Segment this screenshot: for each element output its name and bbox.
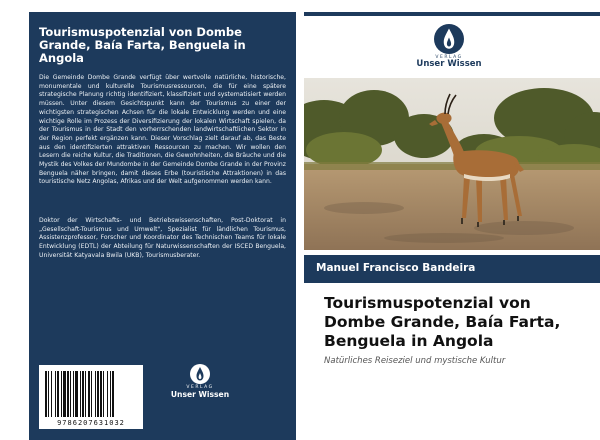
publisher-logo-front xyxy=(414,24,484,69)
barcode-number: 9786207631032 xyxy=(57,419,125,427)
publisher-name: Unser Wissen xyxy=(170,390,230,399)
author-bar xyxy=(304,255,600,283)
isbn-barcode xyxy=(39,365,143,429)
book-subtitle: Natürliches Reiseziel und mystische Kultur xyxy=(324,356,506,366)
flame-in-circle-icon xyxy=(434,24,464,54)
flame-in-circle-icon xyxy=(190,364,210,384)
front-cover-top-bar xyxy=(304,12,600,16)
publisher-verlag-label: VERLAG xyxy=(435,55,463,60)
author-biography: Doktor der Wirtschafts- und Betriebswissenschaften, Post-Doktorat in „Gesellschaft-Tourismus und Umwelt", Spezialist für ländlichen Tourismus, Assistenzprofessor, Forscher und Koordinator des Technischen Teams für lokale Entwicklung (EDTL) der Abteilung für Naturwissenschaften der ISCED Benguela, Universität Katyavala Bwila (UKB), Tourismusberater. xyxy=(39,217,286,259)
book-spine xyxy=(296,12,304,440)
antelope-photo xyxy=(304,78,600,250)
publisher-name: Unser Wissen xyxy=(416,59,482,69)
back-cover-title: Tourismuspotenzial von Dombe Grande, Baía Farta, Benguela in Angola xyxy=(39,25,246,65)
barcode-bars xyxy=(45,371,137,417)
author-name: Manuel Francisco Bandeira xyxy=(316,262,476,274)
book-title: Tourismuspotenzial von Dombe Grande, Baía Farta, Benguela in Angola xyxy=(324,294,561,350)
back-cover xyxy=(29,12,296,440)
front-cover xyxy=(304,12,600,440)
publisher-logo-back xyxy=(165,364,235,399)
publisher-verlag-label: VERLAG xyxy=(186,385,214,390)
back-cover-description: Die Gemeinde Dombe Grande verfügt über wertvolle natürliche, historische, monumentale und kulturelle Tourismusressourcen, die für eine spätere strategische Planung richtig identifiziert, klassifiziert und systematisiert werden müssen. Unter diesem Gesichtspunkt kann der Tourismus zu einer der wichtigsten strategischen Achsen für die lokale Entwicklung werden und eine wichtige Rolle im Prozess der Diversifizierung der lokalen Wirtschaft spielen, da der Tourismus in der Stadt den vorherrschenden landwirtschaftlichen Sektor in der Region perfekt ergänzen kann. Dieser Vorschlag zielt darauf ab, das Beste aus den identifizierten attraktiven Ressourcen zu machen. Wir wollen den Lesern die reiche Kultur, die Traditionen, die Gewohnheiten, die Bräuche und die Mystik des Volkes der Mundombe in der Gemeinde Dombe Grande in der Provinz Benguela näher bringen, damit dieses Erbe (touristische Attraktionen) in das touristische Netz Angolas, Afrikas und der Welt aufgenommen werden kann. xyxy=(39,74,286,186)
